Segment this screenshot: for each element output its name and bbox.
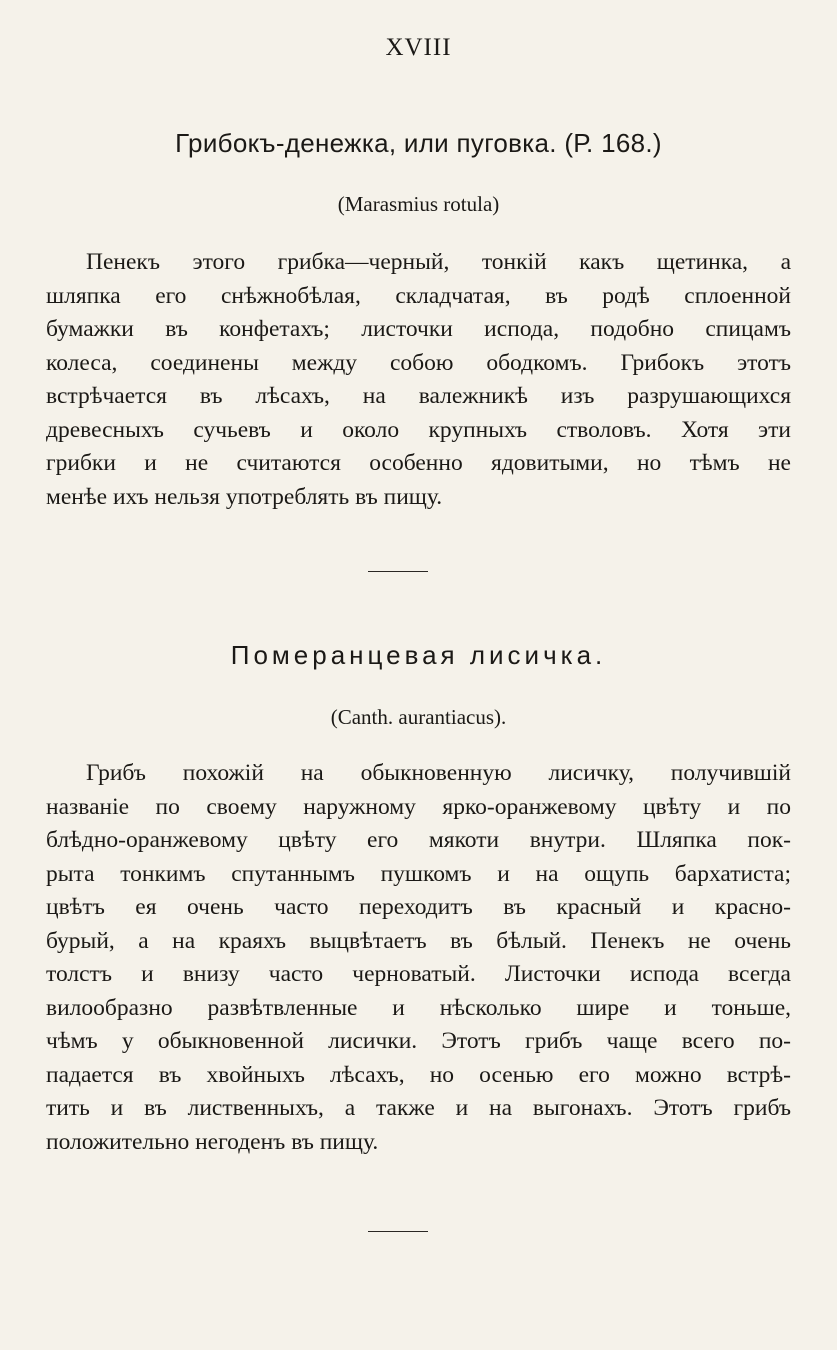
latin-name-marasmius: (Marasmius rotula) — [337, 192, 500, 216]
text-line: названіе по своему наружному ярко-оранжевому цвѣту и по — [46, 793, 791, 820]
text-line: падается въ хвойныхъ лѣсахъ, но осенью его можно встрѣ- — [46, 1061, 791, 1088]
text-line: грибки и не считаются особенно ядовитыми, но тѣмъ не — [46, 450, 791, 476]
text-line: менѣе ихъ нельзя употреблять въ пищу. — [46, 483, 443, 510]
text-line: встрѣчается въ лѣсахъ, на валежникѣ изъ разрушающихся — [46, 383, 791, 409]
text-line: шляпка его снѣжнобѣлая, складчатая, въ родѣ сплоенной — [46, 282, 791, 309]
latin-name-cantharellus: (Canth. aurantiacus). — [330, 705, 507, 729]
section-heading-lisichka: Померанцевая лисичка. — [230, 640, 607, 670]
text-line: толстъ и внизу часто черноватый. Листочки испода всегда — [46, 961, 791, 987]
text-line: блѣдно-оранжевому цвѣту его мякоти внутри. Шляпка пок- — [46, 827, 791, 853]
text-line: тить и въ лиственныхъ, а также и на выгонахъ. Этотъ грибъ — [46, 1095, 791, 1121]
section-divider — [368, 571, 428, 572]
section-divider — [368, 1231, 428, 1232]
text-line: древесныхъ сучьевъ и около крупныхъ стволовъ. Хотя эти — [46, 416, 791, 443]
text-line: колеса, соединены между собою ободкомъ. Грибокъ этотъ — [46, 349, 791, 376]
text-line: Пенекъ этого грибка—черный, тонкій какъ щетинка, а — [86, 249, 791, 275]
text-line: цвѣтъ ея очень часто переходитъ въ красный и красно- — [46, 894, 791, 920]
page-number: XVIII — [385, 34, 452, 61]
paragraph-lisichka — [46, 757, 791, 1159]
text-line: бумажки въ конфетахъ; листочки испода, подобно спицамъ — [46, 316, 791, 342]
text-line: Грибъ похожій на обыкновенную лисичку, получившій — [86, 760, 791, 786]
text-line: положительно негоденъ въ пищу. — [46, 1128, 379, 1155]
section-heading-denezhka: Грибокъ-денежка, или пуговка. (Р. 168.) — [175, 128, 662, 158]
paragraph-denezhka — [46, 246, 791, 514]
text-line: вилообразно развѣтвленные и нѣсколько шире и тоньше, — [46, 994, 791, 1021]
text-line: бурый, а на краяхъ выцвѣтаетъ въ бѣлый. Пенекъ не очень — [46, 927, 791, 954]
text-line: рыта тонкимъ спутаннымъ пушкомъ и на ощупь бархатиста; — [46, 860, 791, 887]
text-line: чѣмъ у обыкновенной лисички. Этотъ грибъ чаще всего по- — [46, 1028, 791, 1054]
